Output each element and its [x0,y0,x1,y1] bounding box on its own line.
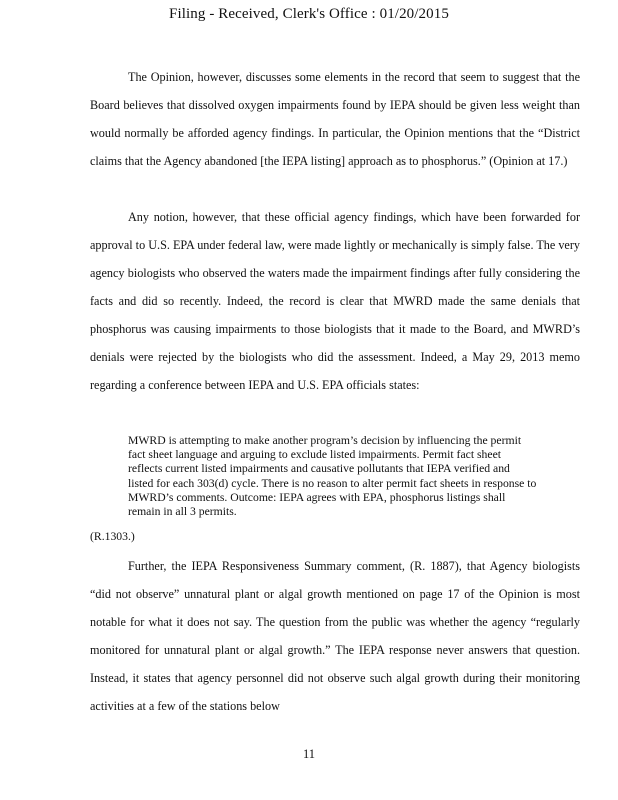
quote-citation: (R.1303.) [90,530,135,543]
page-number: 11 [302,747,316,761]
filing-stamp-header: Filing - Received, Clerk's Office : 01/20/2015 [169,6,449,22]
paragraph-agency-findings: Any notion, however, that these official agency findings, which have been forwarded for approval to U.S. EPA under federal law, were made lightly or mechanically is simply false. The very agency biologists who observed the waters made the impairment findings after fully considering the facts and did so recently. Indeed, the record is clear that MWRD made the same denials that phosphorus was causing impairments to those biologists that it made to the Board, and MWRD’s denials were rejected by the biologists who did the assessment. Indeed, a May 29, 2013 memo regarding a conference between IEPA and U.S. EPA officials states: [90,210,580,392]
paragraph-responsiveness-summary: Further, the IEPA Responsiveness Summary comment, (R. 1887), that Agency biologists “did not observe” unnatural plant or algal growth mentioned on page 17 of the Opinion is most notable for what it does not say. The question from the public was whether the agency “regularly monitored for unnatural plant or algal growth.” The IEPA response never answers that question. Instead, it states that agency personnel did not observe such algal growth during their monitoring activities at a few of the stations below [90,559,580,713]
block-quote-memo: MWRD is attempting to make another program’s decision by influencing the permit fact sheet language and arguing to exclude listed impairments. Permit fact sheet reflects current listed impairments and causative pollutants that IEPA verified and listed for each 303(d) cycle. There is no reason to alter permit fact sheets in response to MWRD’s comments. Outcome: IEPA agrees with EPA, phosphorus listings shall remain in all 3 permits. [128,434,537,519]
paragraph-opinion-elements: The Opinion, however, discusses some elements in the record that seem to suggest that the Board believes that dissolved oxygen impairments found by IEPA should be given less weight than would normally be afforded agency findings. In particular, the Opinion mentions that the “District claims that the Agency abandoned [the IEPA listing] approach as to phosphorus.” (Opinion at 17.) [90,70,580,168]
